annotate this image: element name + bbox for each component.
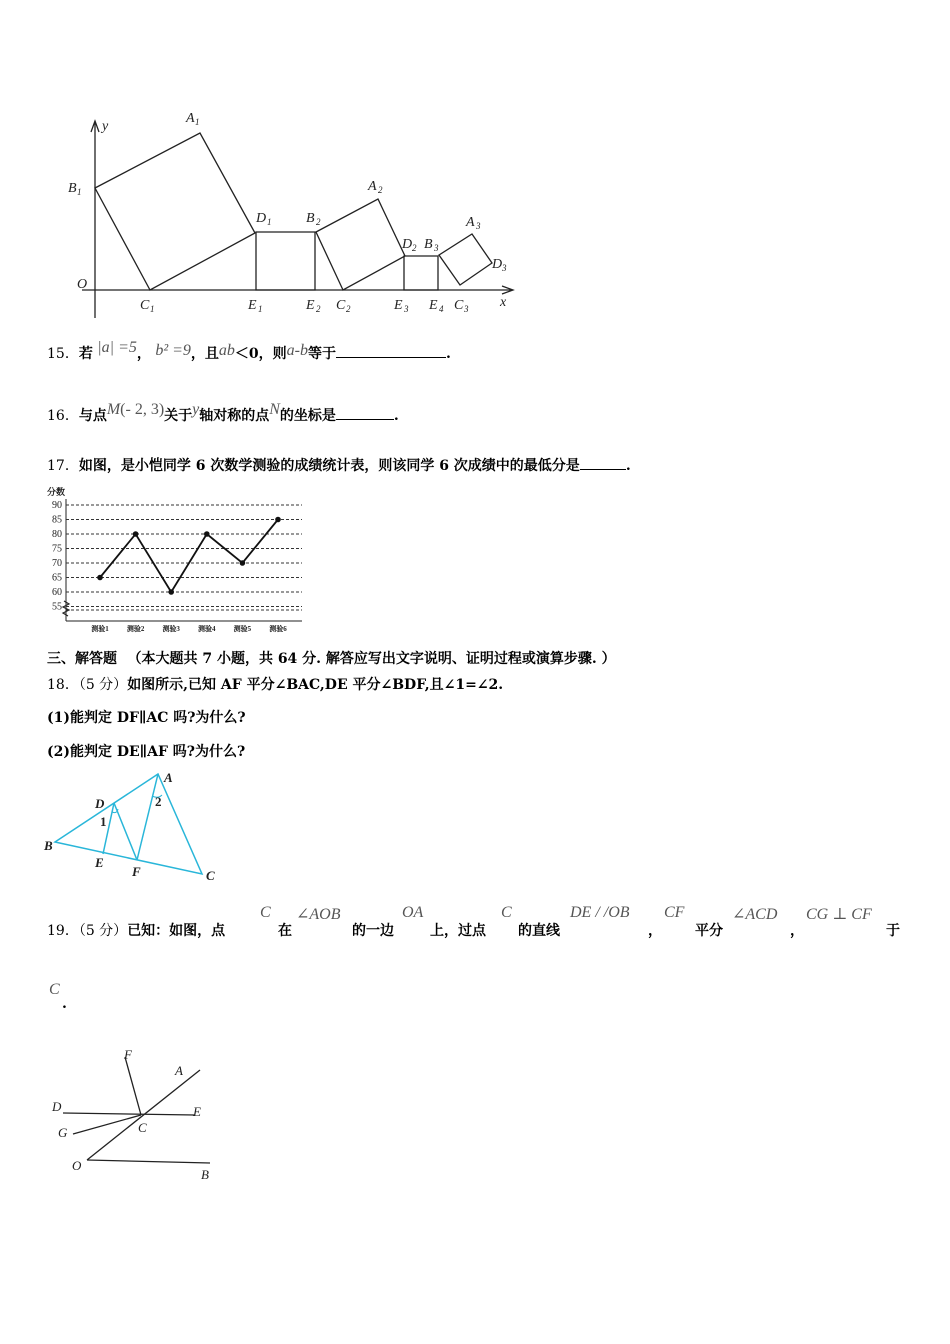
label-b1-sub: 1 (77, 187, 82, 197)
label-b1: B (68, 181, 77, 196)
section-3-desc: （本大题共 7 小题，共 64 分. 解答应写出文字说明、证明过程或演算步骤. ） (127, 651, 616, 667)
data-point (168, 589, 174, 595)
label-g: G (58, 1125, 68, 1140)
line-ob (87, 1160, 210, 1163)
label-e4: E (429, 298, 438, 313)
triangle-figure (40, 768, 230, 886)
ray-cf (125, 1057, 141, 1115)
label-c: C (138, 1120, 147, 1135)
q19-angle-acd: ∠ACD (732, 906, 778, 923)
q19-text-6: ， (648, 923, 662, 939)
q19-text-1: 已知：如图，点 (127, 923, 226, 939)
label-d: D (95, 796, 105, 811)
y-tick-label: 80 (52, 529, 62, 540)
q15-text-3: ，且 (190, 346, 219, 362)
label-e: E (193, 1104, 201, 1119)
q16-point-n: N (269, 401, 280, 418)
q15-text-5: 等于 (308, 346, 336, 362)
q19-text-5: 的直线 (518, 923, 560, 939)
q15-text-4: ，则 (258, 346, 287, 362)
q19-side-oa: OA (402, 904, 424, 921)
label-c: C (206, 868, 215, 883)
q15-abs-a: |a| =5 (97, 339, 137, 356)
label-angle-2: 2 (155, 794, 162, 809)
question-17 (47, 455, 631, 475)
q18-part-1: (1)能判定 DF∥AC 吗?为什么? (47, 710, 246, 726)
label-a1-sub: 1 (195, 117, 200, 127)
x-tick-label: 测验4 (198, 625, 216, 633)
label-e3: E (394, 298, 403, 313)
label-a3: A (466, 215, 475, 230)
q18-number: 18． (47, 677, 79, 693)
label-e2: E (306, 298, 315, 313)
rect-d1e1e2b2 (256, 232, 315, 290)
label-c3-sub: 3 (464, 304, 469, 314)
x-tick-label: 测验2 (126, 625, 145, 633)
label-c1-sub: 1 (150, 304, 155, 314)
label-e2-sub: 2 (316, 304, 321, 314)
label-d1-sub: 1 (267, 217, 272, 227)
q19-text-4: 上，过点 (430, 923, 486, 939)
q19-text-7: 平分 (695, 923, 723, 939)
label-e4-sub: 4 (439, 304, 444, 314)
label-e1: E (248, 298, 257, 313)
q16-text-4: 的坐标是 (279, 408, 336, 424)
q19-end: . (62, 996, 67, 1012)
y-tick-label: 55 (52, 601, 62, 613)
q18-score: （5 分） (78, 677, 128, 693)
label-x: x (500, 295, 507, 310)
label-d: D (52, 1099, 62, 1114)
label-e1-sub: 1 (258, 304, 263, 314)
label-b2: B (306, 211, 315, 226)
q16-answer-blank[interactable] (336, 407, 394, 420)
q19-text-3: 的一边 (352, 923, 394, 939)
q18-part-2: (2)能判定 DE∥AF 吗?为什么? (47, 744, 246, 760)
triangle-abc (55, 774, 202, 874)
question-18 (47, 674, 503, 694)
label-d3: D (492, 257, 503, 272)
label-a: A (164, 770, 173, 785)
q16-y-var: y (192, 401, 200, 418)
label-c1: C (140, 298, 150, 313)
q19-text-2: 在 (278, 923, 292, 939)
q15-a-minus-b: a-b (286, 342, 308, 359)
square-1 (95, 133, 255, 290)
q15-ab: ab (218, 342, 235, 359)
q15-text-1: 若 (78, 346, 93, 362)
q16-coords: (- 2, 3) (120, 401, 165, 418)
q19-point-c-3: C (49, 981, 60, 998)
label-c2: C (336, 298, 346, 313)
square-3 (439, 234, 492, 285)
q15-b-squared: b² =9 (155, 342, 191, 359)
q17-answer-blank[interactable] (580, 457, 626, 470)
data-point (204, 531, 210, 537)
question-15 (47, 339, 451, 363)
q15-lt-zero: ＜0 (234, 346, 259, 362)
q19-angle-aob: ∠AOB (296, 906, 341, 923)
label-c2-sub: 2 (346, 304, 351, 314)
section-3-header (47, 648, 616, 668)
label-o: O (72, 1158, 82, 1173)
y-tick-label: 90 (52, 500, 62, 511)
q19-text-9: 于 (886, 923, 900, 939)
q19-de-parallel-ob: DE / /OB (570, 904, 630, 921)
label-e3-sub: 3 (404, 304, 409, 314)
chart-title: 分数 (47, 487, 66, 497)
series-line (100, 520, 278, 593)
label-a3-sub: 3 (476, 221, 481, 231)
q17-number: 17． (47, 458, 79, 474)
x-tick-label: 测验6 (269, 625, 287, 633)
square-2 (316, 199, 405, 290)
label-b3-sub: 3 (434, 243, 439, 253)
label-f: F (124, 1047, 132, 1062)
label-angle-1: 1 (100, 814, 107, 829)
squares-figure (60, 108, 530, 323)
q16-text-3: 轴对称的点 (199, 408, 270, 424)
label-a: A (175, 1063, 183, 1078)
x-tick-label: 测验1 (91, 625, 109, 633)
score-line-chart (40, 483, 310, 635)
label-a1: A (186, 111, 195, 126)
label-c3: C (454, 298, 464, 313)
q17-text: 如图，是小恺同学 6 次数学测验的成绩统计表，则该同学 6 次成绩中的最低分是 (78, 458, 580, 474)
line-de (63, 1113, 195, 1115)
rect-d2e3e4b3 (404, 256, 438, 290)
data-point (97, 575, 103, 581)
q16-number: 16． (47, 408, 79, 424)
data-point (240, 560, 246, 566)
q19-point-c-2: C (501, 904, 512, 921)
label-d3-sub: 3 (502, 263, 507, 273)
q17-end: . (625, 458, 631, 474)
q19-point-c: C (260, 904, 271, 921)
y-tick-label: 60 (52, 587, 62, 598)
y-tick-label: 75 (52, 543, 62, 555)
q19-text-8: ， (790, 923, 804, 939)
q19-cf: CF (664, 904, 685, 921)
q16-end: . (393, 408, 399, 424)
x-tick-label: 测验5 (233, 625, 252, 633)
data-point (133, 531, 139, 537)
section-3-title: 三、解答题 (47, 651, 117, 667)
q15-end: . (446, 346, 451, 362)
question-16 (47, 401, 399, 425)
y-tick-label: 70 (52, 558, 62, 569)
label-d2-sub: 2 (412, 243, 417, 253)
label-d1: D (256, 211, 267, 226)
q19-cg-perp-cf: CG ⊥ CF (806, 906, 872, 923)
label-b2-sub: 2 (316, 217, 321, 227)
x-tick-label: 测验3 (162, 625, 180, 633)
y-tick-label: 65 (52, 572, 62, 584)
data-point (275, 517, 281, 523)
label-d2: D (402, 237, 413, 252)
q15-text-2: ， (136, 346, 151, 362)
q15-answer-blank[interactable] (336, 345, 446, 358)
q16-text-1: 与点 (78, 408, 107, 424)
y-tick-label: 85 (52, 514, 62, 526)
label-f: F (132, 864, 141, 879)
label-b: B (44, 838, 53, 853)
q19-score: （5 分） (78, 923, 128, 939)
label-b: B (201, 1167, 209, 1182)
label-e: E (95, 855, 104, 870)
label-b3: B (424, 237, 433, 252)
segment-af (137, 774, 158, 860)
question-19 (47, 920, 225, 940)
label-o: O (77, 277, 88, 292)
q15-number: 15． (47, 346, 79, 362)
q16-text-2: 关于 (164, 408, 193, 424)
label-y: y (102, 119, 109, 134)
angle-figure (45, 1045, 225, 1185)
q19-number: 19． (47, 923, 79, 939)
q18-text: 如图所示,已知 AF 平分∠BAC,DE 平分∠BDF,且∠1=∠2. (127, 677, 504, 693)
label-a2: A (368, 179, 377, 194)
q16-point-m: M (106, 401, 121, 418)
label-a2-sub: 2 (378, 185, 383, 195)
